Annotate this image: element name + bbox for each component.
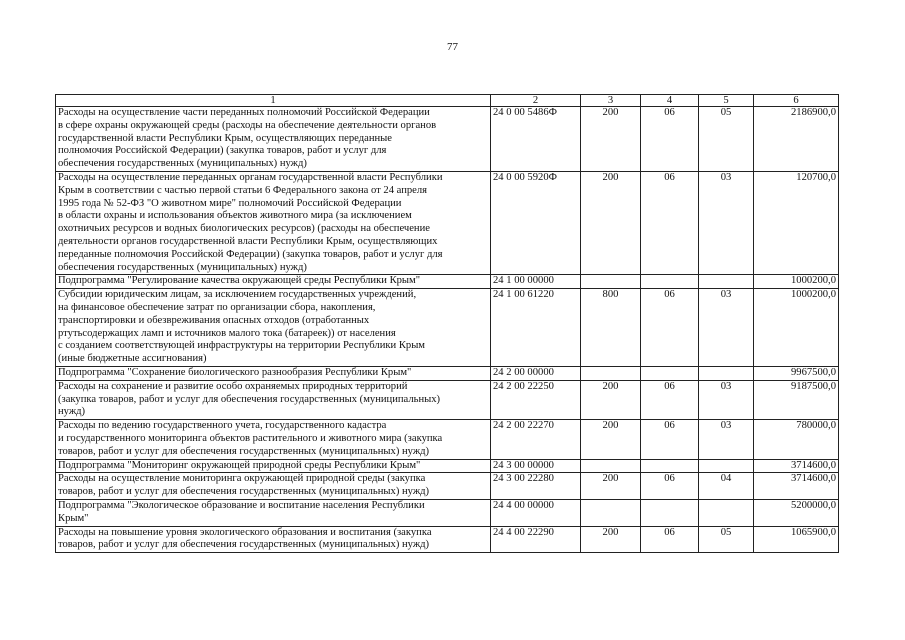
description-line: охотничьих ресурсов и водных биологических ресурсов) (расходы на обеспечение	[58, 223, 430, 235]
description-line: Крым"	[58, 512, 89, 524]
row-section: 06	[641, 473, 699, 500]
row-amount: 1000200,0	[754, 289, 839, 367]
description-line: Подпрограмма "Сохранение биологического разнообразия Республики Крым"	[58, 366, 412, 378]
table-row	[56, 380, 839, 419]
description-line: обеспечения государственных (муниципальных) нужд)	[58, 261, 307, 273]
column-header: 5	[699, 95, 754, 107]
row-subsection: 05	[699, 526, 754, 553]
row-description	[56, 107, 491, 172]
description-line: Подпрограмма "Экологическое образование и воспитание населения Республики	[58, 499, 425, 511]
description-line: Расходы на осуществление переданных органам государственной власти Республики	[58, 171, 443, 183]
column-header: 1	[56, 95, 491, 107]
column-header: 4	[641, 95, 699, 107]
row-code: 24 2 00 00000	[491, 366, 581, 380]
row-expense-type: 800	[581, 289, 641, 367]
description-line: Расходы на повышение уровня экологического образования и воспитания (закупка	[58, 526, 432, 538]
row-section: 06	[641, 526, 699, 553]
column-header: 6	[754, 95, 839, 107]
description-line: (иные бюджетные ассигнования)	[58, 353, 207, 365]
page-number: 77	[447, 41, 458, 53]
table-row	[56, 275, 839, 289]
description-line: нужд)	[58, 406, 86, 418]
row-subsection: 03	[699, 289, 754, 367]
table-row	[56, 107, 839, 172]
row-code: 24 4 00 00000	[491, 499, 581, 526]
description-line: Расходы на осуществление мониторинга окружающей природной среды (закупка	[58, 473, 426, 485]
table-row	[56, 171, 839, 274]
row-subsection	[699, 499, 754, 526]
description-line: в области охраны и использования объектов животного мира (за исключением	[58, 210, 412, 222]
row-code: 24 2 00 22270	[491, 420, 581, 459]
row-expense-type: 200	[581, 107, 641, 172]
row-amount: 9187500,0	[754, 380, 839, 419]
description-line: и государственного мониторинга объектов растительного и животного мира (закупка	[58, 432, 443, 444]
row-description	[56, 420, 491, 459]
description-line: (закупка товаров, работ и услуг для обеспечения государственных (муниципальных)	[58, 393, 441, 405]
description-line: товаров, работ и услуг для обеспечения государственных (муниципальных) нужд)	[58, 539, 430, 551]
row-expense-type: 200	[581, 526, 641, 553]
table-row	[56, 526, 839, 553]
row-amount: 1065900,0	[754, 526, 839, 553]
table-row	[56, 473, 839, 500]
table-row	[56, 420, 839, 459]
row-expense-type: 200	[581, 380, 641, 419]
row-description	[56, 473, 491, 500]
row-code: 24 3 00 22280	[491, 473, 581, 500]
column-header: 2	[491, 95, 581, 107]
row-subsection: 03	[699, 171, 754, 274]
row-expense-type: 200	[581, 473, 641, 500]
description-line: Расходы на сохранение и развитие особо охраняемых природных территорий	[58, 380, 408, 392]
row-section	[641, 275, 699, 289]
row-subsection	[699, 459, 754, 473]
description-line: транспортировки и обезвреживания опасных отходов (отработанных	[58, 314, 370, 326]
description-line: Подпрограмма "Регулирование качества окружающей среды Республики Крым"	[58, 275, 421, 287]
row-code: 24 0 00 5486Ф	[491, 107, 581, 172]
description-line: товаров, работ и услуг для обеспечения государственных (муниципальных) нужд)	[58, 445, 430, 457]
table-body	[56, 107, 839, 553]
description-line: 1995 года № 52-ФЗ "О животном мире" полномочий Российской Федерации	[58, 197, 402, 209]
row-code: 24 4 00 22290	[491, 526, 581, 553]
row-code: 24 2 00 22250	[491, 380, 581, 419]
row-subsection: 03	[699, 420, 754, 459]
row-code: 24 3 00 00000	[491, 459, 581, 473]
row-description	[56, 526, 491, 553]
row-expense-type	[581, 459, 641, 473]
row-amount: 3714600,0	[754, 459, 839, 473]
row-section: 06	[641, 380, 699, 419]
description-line: Субсидии юридическим лицам, за исключением государственных учреждений,	[58, 289, 417, 301]
row-description	[56, 171, 491, 274]
row-section: 06	[641, 420, 699, 459]
description-line: Расходы на осуществление части переданных полномочий Российской Федерации	[58, 107, 430, 118]
row-amount: 5200000,0	[754, 499, 839, 526]
description-line: товаров, работ и услуг для обеспечения государственных (муниципальных) нужд)	[58, 486, 430, 498]
description-line: обеспечения государственных (муниципальных) нужд)	[58, 158, 307, 170]
table-row	[56, 459, 839, 473]
row-subsection: 05	[699, 107, 754, 172]
row-code: 24 0 00 5920Ф	[491, 171, 581, 274]
row-subsection: 03	[699, 380, 754, 419]
header-row	[56, 95, 839, 107]
row-section: 06	[641, 289, 699, 367]
row-description	[56, 366, 491, 380]
row-code: 24 1 00 61220	[491, 289, 581, 367]
row-amount: 3714600,0	[754, 473, 839, 500]
row-section	[641, 366, 699, 380]
row-description	[56, 275, 491, 289]
description-line: Крым в соответствии с частью первой статьи 6 Федерального закона от 24 апреля	[58, 184, 428, 196]
description-line: ртутьсодержащих ламп и источников малого тока (батареек)) от населения	[58, 327, 396, 339]
row-subsection	[699, 366, 754, 380]
row-expense-type: 200	[581, 420, 641, 459]
row-subsection: 04	[699, 473, 754, 500]
description-line: с созданием соответствующей инфраструктуры на территории Республики Крым	[58, 340, 426, 352]
description-line: в сфере охраны окружающей среды (расходы на обеспечение деятельности органов	[58, 119, 437, 131]
row-amount: 780000,0	[754, 420, 839, 459]
row-description	[56, 459, 491, 473]
row-description	[56, 499, 491, 526]
row-section: 06	[641, 107, 699, 172]
row-subsection	[699, 275, 754, 289]
description-line: деятельности органов государственной власти Республики Крым, осуществляющих	[58, 235, 438, 247]
row-expense-type	[581, 275, 641, 289]
budget-table	[55, 94, 839, 553]
description-line: на финансовое обеспечение затрат по организации сбора, накопления,	[58, 301, 376, 313]
description-line: Расходы по ведению государственного учета, государственного кадастра	[58, 420, 387, 432]
row-expense-type	[581, 366, 641, 380]
row-expense-type: 200	[581, 171, 641, 274]
column-header: 3	[581, 95, 641, 107]
description-line: государственной власти Республики Крым, осуществляющих переданные	[58, 132, 392, 144]
row-amount: 1000200,0	[754, 275, 839, 289]
row-description	[56, 289, 491, 367]
row-section	[641, 459, 699, 473]
row-code: 24 1 00 00000	[491, 275, 581, 289]
row-amount: 9967500,0	[754, 366, 839, 380]
row-expense-type	[581, 499, 641, 526]
description-line: полномочия Российской Федерации) (закупка товаров, работ и услуг для	[58, 145, 387, 157]
table-row	[56, 289, 839, 367]
row-section: 06	[641, 171, 699, 274]
table-row	[56, 499, 839, 526]
row-amount: 120700,0	[754, 171, 839, 274]
table-row	[56, 366, 839, 380]
row-amount: 2186900,0	[754, 107, 839, 172]
description-line: Подпрограмма "Мониторинг окружающей природной среды Республики Крым"	[58, 459, 421, 471]
row-section	[641, 499, 699, 526]
row-description	[56, 380, 491, 419]
description-line: переданные полномочия Российской Федерации) (закупка товаров, работ и услуг для	[58, 248, 443, 260]
